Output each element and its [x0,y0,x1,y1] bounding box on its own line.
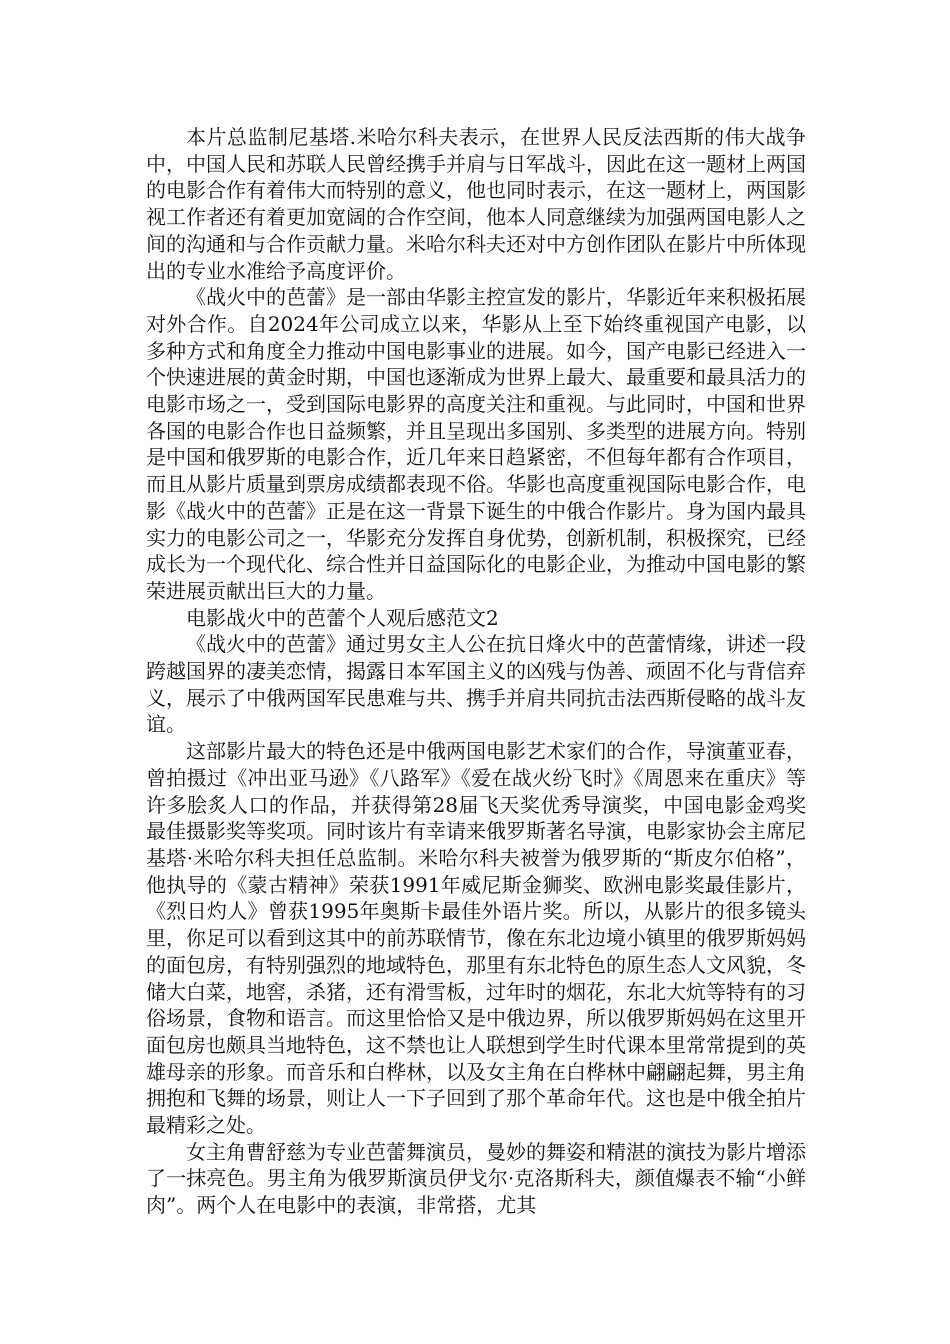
section-heading: 电影战火中的芭蕾个人观后感范文2 [186,605,499,630]
paragraph-plot-summary: 《战火中的芭蕾》通过男女主人公在抗日烽火中的芭蕾情缘，讲述一段跨越国界的凄美恋情，揭露日本军国主义的凶残与伪善、顽固不化与背信弃义，展示了中俄两国军民患难与共、携手并肩共同抗击法西斯侵略的战斗友谊。 [146,632,806,737]
paragraph-huaying-cooperation: 《战火中的芭蕾》是一部由华影主控宣发的影片，华影近年来积极拓展对外合作。自2024年公司成立以来，华影从上至下始终重视国产电影，以多种方式和角度全力推动中国电影事业的进展。如今，国产电影已经进入一个快速进展的黄金时期，中国也逐渐成为世界上最大、最重要和最具活力的电影市场之一，受到国际电影界的高度关注和重视。与此同时，中国和世界各国的电影合作也日益频繁，并且呈现出多国别、多类型的进展方向。特别是中国和俄罗斯的电影合作，近几年来日趋紧密，不但每年都有合作项目，而且从影片质量到票房成绩都表现不俗。华影也高度重视国际电影合作，电影《战火中的芭蕾》正是在这一背景下诞生的中俄合作影片。身为国内最具实力的电影公司之一，华影充分发挥自身优势，创新机制，积极探究，已经成长为一个现代化、综合性并日益国际化的电影企业，为推动中国电影的繁荣进展贡献出巨大的力量。 [146,285,806,603]
paragraph-lead-actors: 女主角曹舒慈为专业芭蕾舞演员，曼妙的舞姿和精湛的演技为影片增添了一抹亮色。男主角为俄罗斯演员伊戈尔·克洛斯科夫，颜值爆表不输“小鲜肉”。两个人在电影中的表演，非常搭，尤其 [146,1139,806,1218]
paragraph-supervisor-remarks: 本片总监制尼基塔.米哈尔科夫表示，在世界人民反法西斯的伟大战争中，中国人民和苏联人民曾经携手并肩与日军战斗，因此在这一题材上两国的电影合作有着伟大而特别的意义，他也同时表示，在这一题材上，两国影视工作者还有着更加宽阔的合作空间，他本人同意继续为加强两国电影人之间的沟通和与合作贡献力量。米哈尔科夫还对中方创作团队在影片中所体现出的专业水准给予高度评价。 [146,125,806,283]
document-body [146,124,806,1219]
paragraph-director-collaboration: 这部影片最大的特色还是中俄两国电影艺术家们的合作，导演董亚春，曾拍摄过《冲出亚马逊》《八路军》《爱在战火纷飞时》《周恩来在重庆》等许多脍炙人口的作品，并获得第28届飞天奖优秀导演奖，中国电影金鸡奖最佳摄影奖等奖项。同时该片有幸请来俄罗斯著名导演，电影家协会主席尼基塔·米哈尔科夫担任总监制。米哈尔科夫被誉为俄罗斯的“斯皮尔伯格”，他执导的《蒙古精神》荣获1991年威尼斯金狮奖、欧洲电影奖最佳影片，《烈日灼人》曾获1995年奥斯卡最佳外语片奖。所以，从影片的很多镜头里，你足可以看到这其中的前苏联情节，像在东北边境小镇里的俄罗斯妈妈的面包房，有特别强烈的地域特色，那里有东北特色的原生态人文风貌，冬储大白菜，地窖，杀猪，还有滑雪板，过年时的烟花，东北大炕等特有的习俗场景，食物和语言。而这里恰恰又是中俄边界，所以俄罗斯妈妈在这里开面包房也颇具当地特色，这不禁也让人联想到学生时代课本里常常提到的英雄母亲的形象。而音乐和白桦林，以及女主角在白桦林中翩翩起舞，男主角拥抱和飞舞的场景，则让人一下子回到了那个革命年代。这也是中俄全拍片最精彩之处。 [146,739,806,1138]
